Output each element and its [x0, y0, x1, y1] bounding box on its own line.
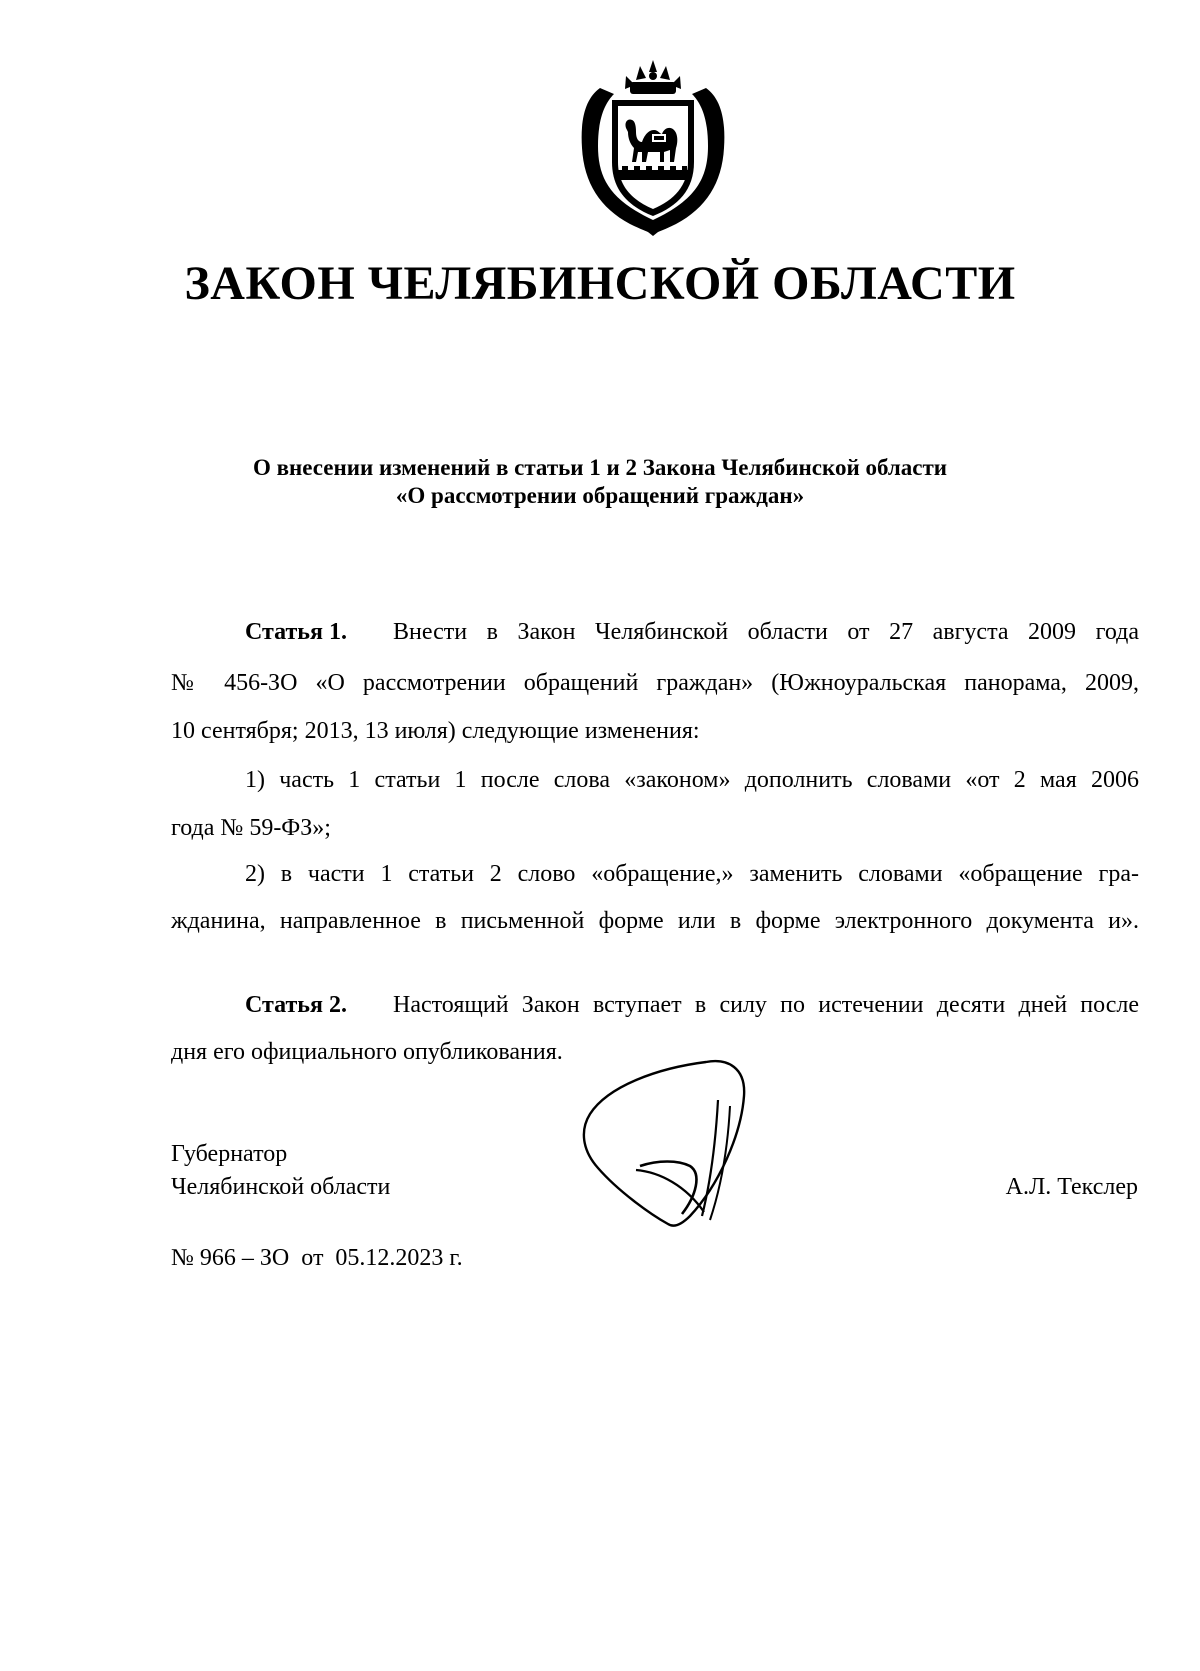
signatory-name: А.Л. Текслер: [1005, 1174, 1138, 1200]
signatory-position-line-2: Челябинской области: [171, 1174, 391, 1200]
article-1-item-1-line-1: 1) часть 1 статьи 1 после слова «законом» дополнить словами «от 2 мая 2006: [245, 767, 1139, 793]
article-1-first-line: [245, 614, 1139, 650]
article-1-line-3: 10 сентября; 2013, 13 июля) следующие изменения:: [171, 718, 700, 744]
document-title: ЗАКОН ЧЕЛЯБИНСКОЙ ОБЛАСТИ: [184, 257, 1016, 310]
article-1-item-2-line-2: жданина, направленное в письменной форме или в форме электронного документа и».: [171, 908, 1139, 934]
article-1-item-1-line-2: года № 59-ФЗ»;: [171, 815, 331, 841]
coat-of-arms-icon: [578, 58, 728, 236]
article-2-line-1: Настоящий Закон вступает в силу по истечении десяти дней после: [393, 992, 1139, 1018]
registration-number: № 966 – ЗО от 05.12.2023 г.: [171, 1245, 463, 1271]
article-1-item-2-line-1: 2) в части 1 статьи 2 слово «обращение,» заменить словами «обращение гра-: [245, 861, 1139, 887]
article-2-label: Статья 2.: [245, 992, 347, 1018]
handwritten-signature-icon: [578, 1056, 768, 1231]
document-subtitle-line-1: О внесении изменений в статьи 1 и 2 Закона Челябинской области: [252, 455, 948, 480]
article-2-line-2: дня его официального опубликования.: [171, 1039, 563, 1065]
article-1-label: Статья 1.: [245, 619, 347, 645]
article-1-line-1: Внести в Закон Челябинской области от 27 августа 2009 года: [393, 619, 1139, 645]
article-1-line-2: № 456-ЗО «О рассмотрении обращений граждан» (Южноуральская панорама, 2009,: [171, 670, 1139, 696]
document-subtitle-line-2: «О рассмотрении обращений граждан»: [395, 483, 805, 508]
article-2-first-line: [245, 987, 1139, 1023]
signatory-position-line-1: Губернатор: [171, 1141, 288, 1167]
